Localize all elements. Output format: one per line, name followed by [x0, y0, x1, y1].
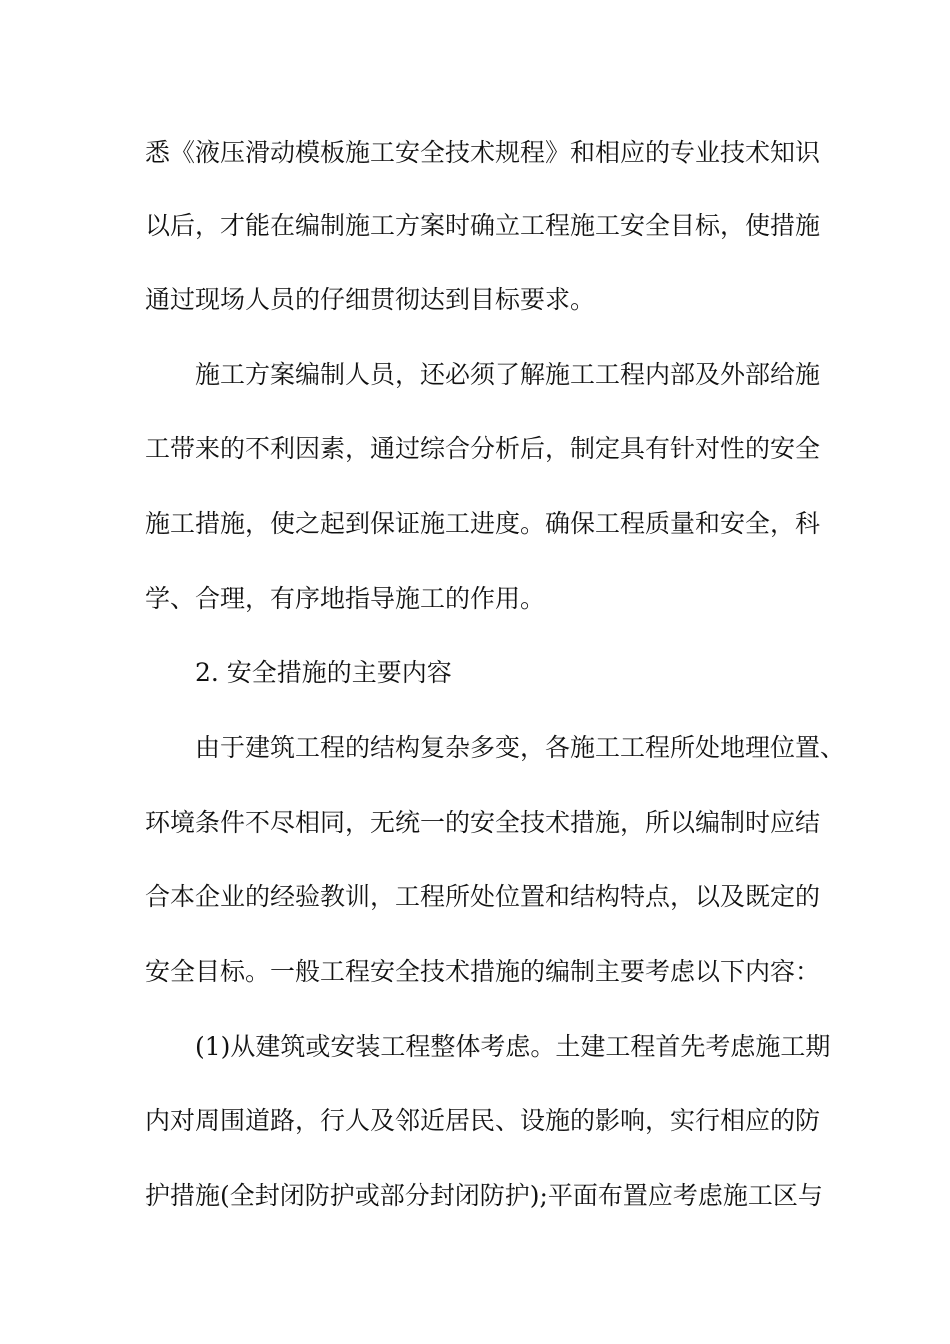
text-line-9: 由于建筑工程的结构复杂多变，各施工工程所处地理位置、: [195, 733, 846, 762]
section-heading: 2. 安全措施的主要内容: [195, 658, 452, 687]
text-line-10: 环境条件不尽相同，无统一的安全技术措施，所以编制时应结: [145, 808, 821, 837]
text-line-1: 悉《液压滑动模板施工安全技术规程》和相应的专业技术知识: [145, 138, 821, 167]
text-line-12: 安全目标。一般工程安全技术措施的编制主要考虑以下内容：: [145, 957, 821, 986]
text-line-15: 护措施(全封闭防护或部分封闭防护);平面布置应考虑施工区与: [145, 1181, 823, 1210]
text-line-3: 通过现场人员的仔细贯彻达到目标要求。: [145, 285, 596, 314]
text-line-4: 施工方案编制人员，还必须了解施工工程内部及外部给施: [195, 360, 821, 389]
text-line-5: 工带来的不利因素，通过综合分析后，制定具有针对性的安全: [145, 434, 821, 463]
text-line-7: 学、合理，有序地指导施工的作用。: [145, 584, 546, 613]
text-line-2: 以后，才能在编制施工方案时确立工程施工安全目标，使措施: [145, 211, 821, 240]
text-line-6: 施工措施，使之起到保证施工进度。确保工程质量和安全，科: [145, 509, 821, 538]
text-line-11: 合本企业的经验教训，工程所处位置和结构特点，以及既定的: [145, 882, 821, 911]
text-line-14: 内对周围道路，行人及邻近居民、设施的影响，实行相应的防: [145, 1106, 821, 1135]
text-line-13: (1)从建筑或安装工程整体考虑。土建工程首先考虑施工期: [195, 1032, 831, 1061]
